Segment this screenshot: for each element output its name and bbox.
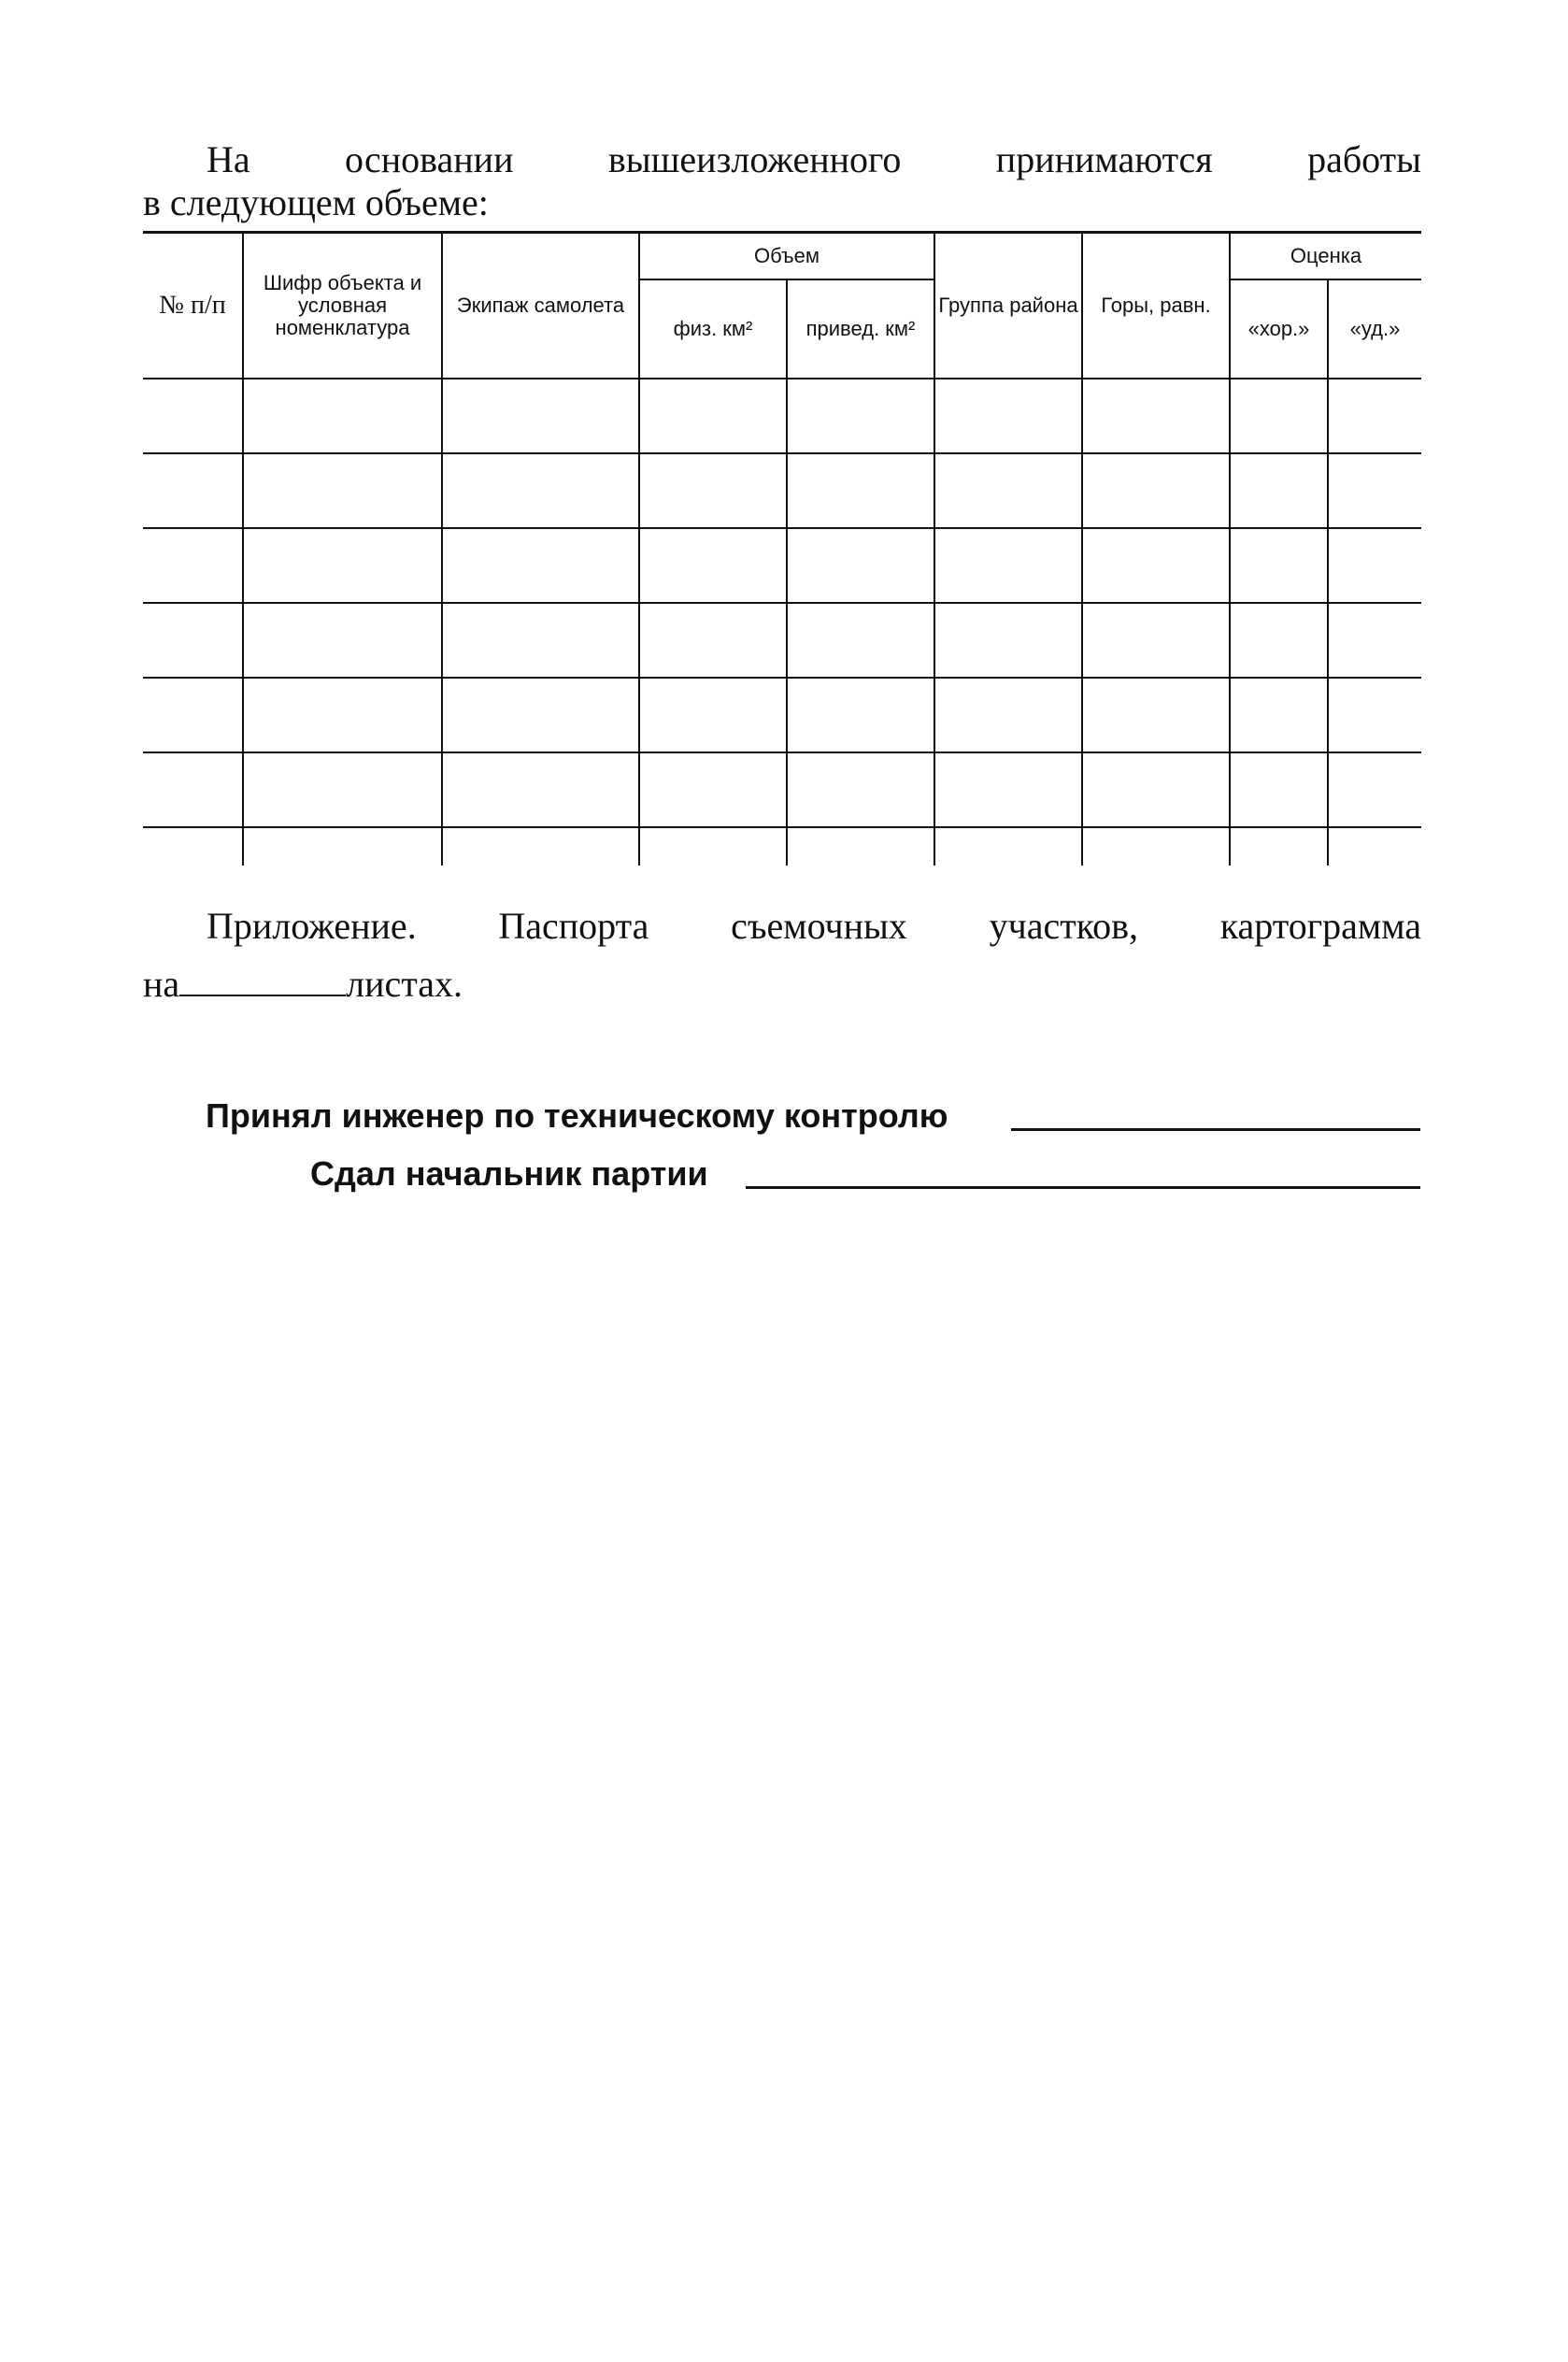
header-volume: Объем	[639, 233, 934, 280]
table-row	[143, 678, 1421, 752]
header-volume-reduced: привед. км²	[787, 279, 934, 379]
sheets-count-blank[interactable]	[179, 963, 346, 996]
appendix-word: участков,	[989, 905, 1139, 947]
header-aircraft-crew: Экипаж самолета	[442, 233, 639, 379]
signature-handed-by	[310, 1153, 708, 1195]
signature-handed-label: Сдал начальник партии	[310, 1154, 708, 1193]
intro-line-1	[143, 138, 1421, 181]
header-region-group: Группа района	[934, 233, 1082, 379]
signature-accepted-label: Принял инженер по техническому контролю	[206, 1096, 948, 1135]
table-row	[143, 752, 1421, 827]
appendix-word: картограмма	[1219, 905, 1421, 947]
table-row	[143, 827, 1421, 866]
intro-word: На	[207, 138, 250, 180]
appendix-prefix: на	[143, 963, 180, 1005]
appendix-line-2	[143, 955, 1421, 1013]
appendix-word: Приложение.	[207, 905, 417, 947]
table-row	[143, 528, 1421, 603]
intro-word: принимаются	[995, 138, 1213, 180]
header-volume-physical: физ. км²	[639, 279, 787, 379]
header-rating: Оценка	[1230, 233, 1421, 280]
intro-word: вышеизложенного	[607, 138, 902, 180]
intro-paragraph	[143, 138, 1421, 224]
signature-accepted-by	[206, 1095, 948, 1137]
header-object-cipher: Шифр объекта и условная номенклатура	[243, 233, 442, 379]
work-volume-table	[143, 231, 1421, 866]
appendix-suffix: листах.	[346, 963, 463, 1005]
header-rating-good: «хор.»	[1230, 279, 1328, 379]
intro-word: работы	[1307, 138, 1421, 180]
appendix-line-1	[143, 897, 1421, 955]
intro-line-2: в следующем объеме:	[143, 181, 489, 223]
header-rating-satisfactory: «уд.»	[1328, 279, 1421, 379]
table-row	[143, 453, 1421, 528]
table-row	[143, 379, 1421, 453]
appendix-word: Паспорта	[498, 905, 649, 947]
table-row	[143, 603, 1421, 678]
header-number: № п/п	[143, 233, 243, 379]
header-terrain: Горы, равн.	[1082, 233, 1230, 379]
appendix-paragraph	[143, 897, 1421, 1013]
appendix-word: съемочных	[731, 905, 907, 947]
signature-accepted-line[interactable]	[1011, 1128, 1420, 1131]
intro-word: основании	[345, 138, 514, 180]
signature-handed-line[interactable]	[746, 1186, 1420, 1189]
